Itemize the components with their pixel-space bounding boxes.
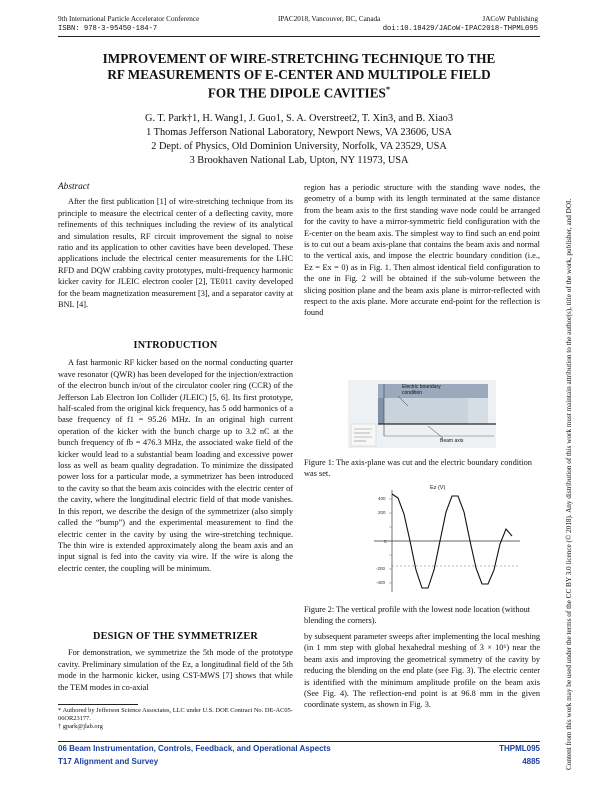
publisher: JACoW Publishing xyxy=(482,15,538,23)
isbn: ISBN: 978-3-95450-184-7 xyxy=(58,25,158,33)
footer-line-1 xyxy=(58,744,540,753)
figure-1 xyxy=(348,380,496,448)
svg-text:0: 0 xyxy=(384,539,387,544)
svg-text:400: 400 xyxy=(378,496,386,501)
design-heading: DESIGN OF THE SYMMETRIZER xyxy=(93,631,258,642)
title-line-2: RF MEASUREMENTS OF E-CENTER AND MULTIPOLE FIELD xyxy=(107,66,491,82)
license-sidebar: Content from this work may be used under the terms of the CC BY 3.0 licence (© 2018). Any distribution of this work must maintain attribution to the author(s), title of the work, publisher, and DOI. xyxy=(565,198,573,770)
right-column-top-text xyxy=(304,182,540,319)
footer-track: 06 Beam Instrumentation, Controls, Feedback, and Operational Aspects xyxy=(58,744,331,753)
figure-1-axis-label: Beam axis xyxy=(440,438,464,444)
footnotes xyxy=(58,707,294,732)
footer-line-2 xyxy=(58,757,540,766)
conference-location: IPAC2018, Vancouver, BC, Canada xyxy=(278,15,381,23)
paper-title xyxy=(58,51,540,101)
footer-rule xyxy=(58,741,540,742)
right-column-bottom-text xyxy=(304,631,540,711)
footer-paper-id: THPML095 xyxy=(499,744,540,753)
footnote-2: † gpark@jlab.org xyxy=(58,723,103,731)
authors: G. T. Park†1, H. Wang1, J. Guo1, S. A. Overstreet2, T. Xin3, and B. Xiao3 xyxy=(145,113,453,124)
footnote-1: * Authored by Jefferson Science Associates, LLC under U.S. DOE Contract No. DE-AC05-06OR23177. xyxy=(58,707,293,723)
title-mark: * xyxy=(385,84,391,94)
title-line-3: FOR THE DIPOLE CAVITIES xyxy=(207,85,386,101)
introduction-heading: INTRODUCTION xyxy=(133,340,218,351)
affiliation-1: 1 Thomas Jefferson National Laboratory, Newport News, VA 23606, USA xyxy=(146,127,452,138)
footer-subtrack: T17 Alignment and Survey xyxy=(58,757,159,766)
abstract-text: After the first publication [1] of wire-stretching technique from its principle to measure the electrical center of a deflecting cavity, more refinements of this techniques including the review of its analytical and simulation results, RF circuit improvement the signal to noise ratio and its application to other cavities have been developed. These applications include the electrical center measurements for the LHC RFD and DQW crabbing cavity prototypes, multi-frequency harmonic kicker cavity for JLEIC electron cooler [2], TE011 cavity developed for the beam magnetization measurement [3], and a separator cavity at BNL [4]. xyxy=(58,197,293,310)
title-line-1: IMPROVEMENT OF WIRE-STRETCHING TECHNIQUE TO THE xyxy=(102,51,496,66)
doi: doi:10.18429/JACoW-IPAC2018-THPML095 xyxy=(382,25,538,33)
svg-text:-400: -400 xyxy=(376,580,386,585)
figure-1-boundary-label: Electric boundary condition xyxy=(402,384,441,396)
right-column-bottom-paragraph: by subsequent parameter sweeps after implementing the local meshing (in 1 mm step with global hexahedral meshing of 3 × 10⁶) near the beam axis and improving the geometrical symmetry of the cavity by reducing the blending on the end plate (see Fig. 3). The electric center is identified with the minimum amplitude profile on the beam axis (See Fig. 4). The reflection-end point is at 96.8 mm in the given coordinate system, as shown in Fig. 3. xyxy=(304,632,540,710)
introduction-section xyxy=(58,340,293,574)
header-rule xyxy=(58,36,540,37)
design-section xyxy=(58,631,293,693)
abstract-section xyxy=(58,182,293,310)
footnote-rule xyxy=(58,704,138,705)
conference-name: 9th International Particle Accelerator Conference xyxy=(58,15,200,23)
introduction-text: A fast harmonic RF kicker based on the normal conducting quarter wave resonator (QWR) has been developed for the injection/extraction of the electron bunch in/out of the circulator cooler ring (CCR) of the Jefferson Lab Electron Ion Collider (JLEIC) [5, 6]. Its first prototype, half-scaled from the original kick frequency, has 5 odd harmonics of a base frequency of f1 = 95.26 MHz. In an original high current operation of the kicker with the bunch charge up to 3.2 nC at the bunch frequency of fb = 476.3 MHz, the associated wake field of the kicker would lead to a substantial beam loading and excessive power loss as well as beam quality degradation. To minimize the dissipated power loss for a particular mode, a symmetrizer has been introduced to the cavity so that the beam axis coincides with the electric center of the cavity, where the longitudinal electric field of that mode vanishes. In this report, we describe the design of the symmetrizer (also simply called the “bump”) and the experimental measurement to find the electric center in the cavity by using the wire-stretching technique. The thin wire is extended approximately along the beam axis and an input signal is fed into the cavity via wire. If the wire is along the electric center, the coupling will be minimum. xyxy=(58,358,293,573)
abstract-heading: Abstract xyxy=(58,182,90,192)
figure-2-plot xyxy=(334,484,520,596)
figure-2 xyxy=(334,484,520,596)
svg-text:-200: -200 xyxy=(376,566,386,571)
design-text: For demonstration, we symmetrize the 5th mode of the prototype cavity. Preliminary simulation of the Ez, a longitudinal field of the 5th mode in the harmonic kicker, using CST-MWS [7] shows that while the TEM modes in co-axial xyxy=(58,648,293,692)
footer-page-number: 4885 xyxy=(522,757,540,766)
right-column-top-paragraph: region has a periodic structure with the standing wave nodes, the geometry of a bump with its length terminated at the same distance from the beam axis to the first standing wave node could be arranged for the cavity to have a mirror-symmetric field configuration with the E-center on the beam axis. The simplest way to find such an end point is to cut out a beam axis-plane that contains the beam axis and normal to the vertical axis, and impose the electric boundary condition (i.e., Ez = Ex = 0) as in Fig. 1. Then almost identical field configuration to the one in Fig. 2 will be obtained if the sub-volume between the slicing position plane and the beam axis plane is mirror-reflected with respect to the axis plane. More accurate end-point for the reflection is found xyxy=(304,183,540,318)
svg-text:200: 200 xyxy=(378,510,386,515)
figure-2-ylabel: Ez (V) xyxy=(430,485,446,491)
figure-2-caption: Figure 2: The vertical profile with the lowest node location (without blending the corners). xyxy=(304,605,531,626)
affiliation-2: 2 Dept. of Physics, Old Dominion University, Norfolk, VA 23529, USA xyxy=(151,141,447,152)
figure-1-caption: Figure 1: The axis-plane was cut and the electric boundary condition was set. xyxy=(304,458,532,479)
affiliation-3: 3 Brookhaven National Lab, Upton, NY 11973, USA xyxy=(189,155,409,166)
